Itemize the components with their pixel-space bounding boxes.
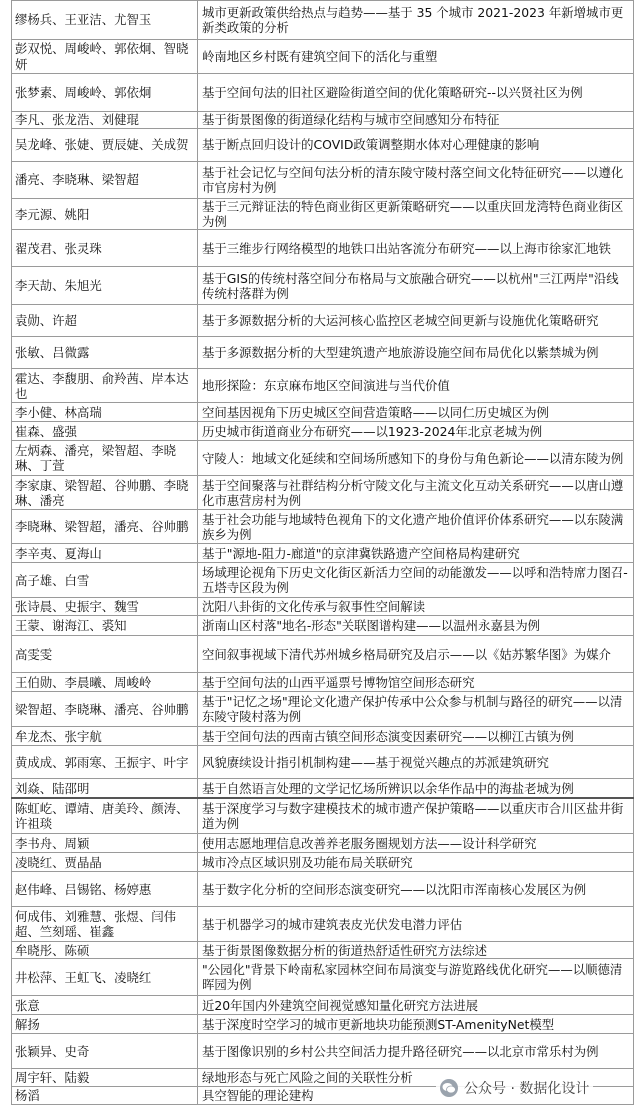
authors-cell: 翟茂君、张灵珠 — [12, 230, 198, 267]
paper-title-cell: 风貌赓续设计指引机制构建——基于视觉兴趣点的苏派建筑研究 — [198, 746, 634, 779]
table-row — [12, 907, 634, 942]
authors-cell: 张意 — [12, 996, 198, 1015]
authors-cell: 缪杨兵、王亚洁、尤智玉 — [12, 1, 198, 40]
authors-cell: 高雯雯 — [12, 636, 198, 673]
table-row — [12, 40, 634, 74]
paper-title-cell: 绿地形态与死亡风险之间的关联性分析 — [198, 1069, 634, 1087]
paper-title-cell: 使用志愿地理信息改善养老服务圈规划方法——设计科学研究 — [198, 834, 634, 853]
table-row — [12, 369, 634, 403]
paper-title-cell: 近20年国内外建筑空间视觉感知量化研究方法进展 — [198, 996, 634, 1015]
authors-cell: 袁勋、许超 — [12, 305, 198, 337]
paper-title-cell: 城市冷点区域识别及功能布局关联研究 — [198, 853, 634, 872]
authors-cell: 井松萍、王虹飞、凌晓红 — [12, 959, 198, 996]
table-row — [12, 673, 634, 692]
paper-title-cell: 沈阳八卦街的文化传承与叙事性空间解读 — [198, 598, 634, 616]
paper-title-cell: 地形探险：东京麻布地区空间演进与当代价值 — [198, 369, 634, 403]
table-row — [12, 616, 634, 636]
table-row — [12, 129, 634, 162]
authors-cell: 潘亮、李晓琳、梁智超 — [12, 162, 198, 199]
paper-title-cell: 基于数字化分析的空间形态演变研究——以沈阳市浑南核心发展区为例 — [198, 872, 634, 907]
authors-cell: 解扬 — [12, 1015, 198, 1034]
paper-title-cell: 基于断点回归设计的COVID政策调整期水体对心理健康的影响 — [198, 129, 634, 162]
paper-title-cell: 城市更新政策供给热点与趋势——基于 35 个城市 2021-2023 年新增城市更新类政策的分析 — [198, 1, 634, 40]
table-row — [12, 563, 634, 598]
paper-title-cell: 基于多源数据分析的大型建筑遗产地旅游设施空间布局优化以紫禁城为例 — [198, 337, 634, 369]
table-row — [12, 727, 634, 746]
paper-title-cell: 基于社会功能与地域特色视角下的文化遗产地价值评价体系研究——以东陵满族乡为例 — [198, 510, 634, 544]
paper-title-cell: 场域理论视角下历史文化街区新活力空间的动能激发——以呼和浩特席力图召-五塔寺区段为例 — [198, 563, 634, 598]
authors-cell: 何成伟、刘雅慧、张煜、闫伟超、竺刻瑶、崔鑫 — [12, 907, 198, 942]
authors-cell: 张梦素、周峻岭、郭依炯 — [12, 74, 198, 112]
table-row — [12, 199, 634, 230]
table-row — [12, 74, 634, 112]
authors-cell: 赵伟峰、吕锡铭、杨婷惠 — [12, 872, 198, 907]
authors-cell: 李晓琳、梁智超，潘亮、谷帅鹏 — [12, 510, 198, 544]
table-row — [12, 636, 634, 673]
authors-cell: 王伯勋、李晨曦、周峻岭 — [12, 673, 198, 692]
table-row — [12, 267, 634, 305]
table-row — [12, 996, 634, 1015]
paper-title-cell: 基于深度学习与数字建模技术的城市遗产保护策略——以重庆市合川区盐井街道为例 — [198, 798, 634, 834]
authors-cell: 李天劼、朱旭光 — [12, 267, 198, 305]
authors-cell: 黄成成、郭雨寒、王振宇、叶宇 — [12, 746, 198, 779]
paper-title-cell: 岭南地区乡村既有建筑空间下的活化与重塑 — [198, 40, 634, 74]
authors-cell: 周宇轩、陆毅 — [12, 1069, 198, 1087]
table-row — [12, 403, 634, 422]
paper-title-cell: 基于社会记忆与空间句法分析的清东陵守陵村落空间文化特征研究——以遵化市官房村为例 — [198, 162, 634, 199]
authors-cell: 彭双悦、周峻岭、郭依炯、智晓妍 — [12, 40, 198, 74]
table-row — [12, 422, 634, 441]
authors-cell: 李凡、张龙浩、刘健琨 — [12, 112, 198, 129]
table-row — [12, 942, 634, 959]
table-row — [12, 1015, 634, 1034]
table-row — [12, 959, 634, 996]
authors-cell: 李书舟、周颖 — [12, 834, 198, 853]
paper-title-cell: 历史城市街道商业分布研究——以1923-2024年北京老城为例 — [198, 422, 634, 441]
paper-title-cell: 基于街景图像的街道绿化结构与城市空间感知分布特征 — [198, 112, 634, 129]
paper-title-cell: 守陵人：地域文化延续和空间场所感知下的身份与角色新论——以清东陵为例 — [198, 441, 634, 476]
paper-title-cell: 空间基因视角下历史城区空间营造策略——以同仁历史城区为例 — [198, 403, 634, 422]
authors-cell: 左炳森、潘亮，梁智超、李晓琳、丁萱 — [12, 441, 198, 476]
paper-title-cell: 基于空间句法的旧社区避险街道空间的优化策略研究--以兴贤社区为例 — [198, 74, 634, 112]
paper-title-cell: 浙南山区村落"地名-形态"关联图谱构建——以温州永嘉县为例 — [198, 616, 634, 636]
table-row — [12, 834, 634, 853]
table-row — [12, 112, 634, 129]
wechat-icon — [440, 1079, 458, 1097]
authors-cell: 张诗晨、史振宇、魏雪 — [12, 598, 198, 616]
table-row — [12, 305, 634, 337]
authors-cell: 霍达、李馥朋、俞羚茜、岸本达也 — [12, 369, 198, 403]
authors-cell: 李元源、姚阳 — [12, 199, 198, 230]
watermark-text: 公众号 · 数据化设计 — [464, 1081, 590, 1097]
paper-title-cell: 基于"源地-阻力-廊道"的京津冀铁路遗产空间格局构建研究 — [198, 544, 634, 563]
authors-cell: 杨滔 — [12, 1087, 198, 1105]
authors-cell: 李小健、林高瑞 — [12, 403, 198, 422]
table-row — [12, 476, 634, 510]
paper-title-cell: 基于三维步行网络模型的地铁口出站客流分布研究——以上海市徐家汇地铁 — [198, 230, 634, 267]
authors-cell: 刘焱、陆邵明 — [12, 779, 198, 798]
paper-title-cell: 基于空间句法的西南古镇空间形态演变因素研究——以柳江古镇为例 — [198, 727, 634, 746]
table-row — [12, 853, 634, 872]
paper-title-cell: 基于GIS的传统村落空间分布格局与文旅融合研究——以杭州"三江两岸"沿线传统村落群为例 — [198, 267, 634, 305]
paper-title-cell: 基于多源数据分析的大运河核心监控区老城空间更新与设施优化策略研究 — [198, 305, 634, 337]
table-row — [12, 441, 634, 476]
table-row — [12, 337, 634, 369]
authors-cell: 梁智超、李晓琳、潘亮、谷帅鹏 — [12, 692, 198, 727]
papers-table-body — [12, 1, 634, 1105]
paper-title-cell: 基于三元辩证法的特色商业街区更新策略研究——以重庆回龙湾特色商业街区为例 — [198, 199, 634, 230]
authors-cell: 张敏、吕微露 — [12, 337, 198, 369]
paper-title-cell: 基于街景图像数据分析的街道热舒适性研究方法综述 — [198, 942, 634, 959]
authors-cell: 李家康、梁智超、谷帅鹏、李晓琳、潘亮 — [12, 476, 198, 510]
paper-title-cell: 空间叙事视域下清代苏州城乡格局研究及启示——以《姑苏繁华图》为媒介 — [198, 636, 634, 673]
table-row — [12, 230, 634, 267]
papers-table — [11, 0, 634, 1105]
paper-title-cell: 基于图像识别的乡村公共空间活力提升路径研究——以北京市常乐村为例 — [198, 1034, 634, 1069]
table-row — [12, 798, 634, 834]
authors-cell: 李辛夷、夏海山 — [12, 544, 198, 563]
authors-cell: 崔森、盛强 — [12, 422, 198, 441]
authors-cell: 王蒙、谢海江、裘知 — [12, 616, 198, 636]
table-row — [12, 544, 634, 563]
paper-title-cell: 基于深度时空学习的城市更新地块功能预测ST-AmenityNet模型 — [198, 1015, 634, 1034]
authors-cell: 吴龙峰、张婕、贾辰婕、关成贺 — [12, 129, 198, 162]
table-row — [12, 1, 634, 40]
paper-title-cell: 基于自然语言处理的文学记忆场所辨识以余华作品中的海盐老城为例 — [198, 779, 634, 798]
table-row — [12, 872, 634, 907]
table-row — [12, 598, 634, 616]
authors-cell: 高子雄、白雪 — [12, 563, 198, 598]
table-row — [12, 1034, 634, 1069]
authors-cell: 张颖异、史奇 — [12, 1034, 198, 1069]
table-row — [12, 162, 634, 199]
table-row — [12, 779, 634, 798]
table-row — [12, 692, 634, 727]
paper-title-cell: 基于空间聚落与社群结构分析守陵文化与主流文化互动关系研究——以唐山遵化市惠营房村为例 — [198, 476, 634, 510]
paper-title-cell: 基于空间句法的山西平遥票号博物馆空间形态研究 — [198, 673, 634, 692]
authors-cell: 牟晓彤、陈硕 — [12, 942, 198, 959]
paper-title-cell: 基于"记忆之场"理论文化遗产保护传承中公众参与机制与路径的研究——以清东陵守陵村落为例 — [198, 692, 634, 727]
wechat-watermark — [436, 1077, 593, 1099]
table-row — [12, 510, 634, 544]
table-row — [12, 746, 634, 779]
paper-title-cell: 具空智能的理论建构 — [198, 1087, 634, 1105]
authors-cell: 凌晓红、贾晶晶 — [12, 853, 198, 872]
paper-title-cell: "公园化"背景下岭南私家园林空间布局演变与游览路线优化研究——以顺德清晖园为例 — [198, 959, 634, 996]
paper-title-cell: 基于机器学习的城市建筑表皮光伏发电潜力评估 — [198, 907, 634, 942]
authors-cell: 陈虹屹、谭靖、唐美玲、颜涛、许祖琰 — [12, 798, 198, 834]
authors-cell: 牟龙杰、张宇航 — [12, 727, 198, 746]
